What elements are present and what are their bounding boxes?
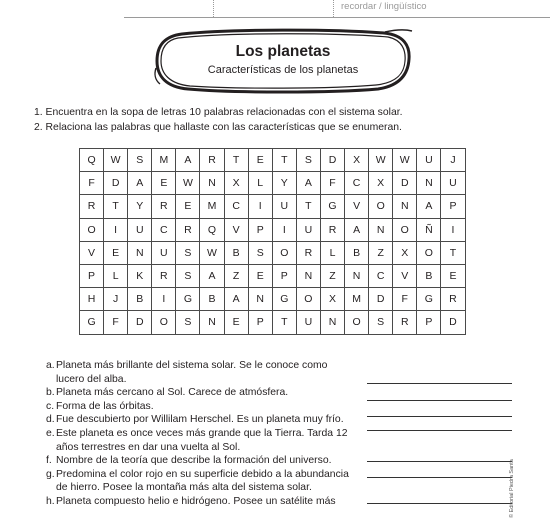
grid-cell[interactable]: J [104, 288, 128, 311]
grid-cell[interactable]: P [80, 264, 104, 287]
grid-cell[interactable]: V [393, 264, 417, 287]
grid-cell[interactable]: F [320, 172, 344, 195]
grid-cell[interactable]: N [345, 264, 369, 287]
grid-cell[interactable]: D [128, 311, 152, 334]
answer-line[interactable] [367, 400, 512, 401]
grid-cell[interactable]: T [272, 311, 296, 334]
grid-cell[interactable]: G [417, 288, 441, 311]
clue-item [46, 427, 376, 454]
grid-cell[interactable]: S [369, 311, 393, 334]
grid-row [80, 218, 466, 241]
grid-cell[interactable]: A [296, 172, 320, 195]
clue-letter: h. [46, 495, 55, 507]
clue-text: de hierro. Posee la montaña más alta del sistema solar. [56, 482, 312, 494]
grid-cell[interactable]: L [248, 172, 272, 195]
instruction-2: 2. Relaciona las palabras que hallaste con las características que se enumeran. [34, 122, 402, 133]
grid-cell[interactable]: N [369, 218, 393, 241]
grid-cell[interactable]: D [369, 288, 393, 311]
brush-frame [152, 28, 414, 94]
answer-line[interactable] [367, 383, 512, 384]
grid-cell[interactable]: A [128, 172, 152, 195]
clue-item [46, 359, 376, 386]
grid-cell[interactable]: V [80, 241, 104, 264]
grid-cell[interactable]: S [176, 241, 200, 264]
grid-cell[interactable]: B [345, 241, 369, 264]
grid-cell[interactable]: O [393, 218, 417, 241]
grid-cell[interactable]: G [80, 311, 104, 334]
grid-cell[interactable]: R [441, 288, 465, 311]
grid-cell[interactable]: C [369, 264, 393, 287]
grid-cell[interactable]: O [152, 311, 176, 334]
grid-cell[interactable]: R [296, 241, 320, 264]
grid-cell[interactable]: A [200, 264, 224, 287]
grid-cell[interactable]: X [369, 172, 393, 195]
grid-cell[interactable]: O [417, 241, 441, 264]
grid-cell[interactable]: U [296, 218, 320, 241]
grid-cell[interactable]: C [224, 195, 248, 218]
answer-line[interactable] [367, 461, 512, 462]
grid-cell[interactable]: C [345, 172, 369, 195]
grid-cell[interactable]: H [80, 288, 104, 311]
grid-cell[interactable]: I [152, 288, 176, 311]
grid-cell[interactable]: D [393, 172, 417, 195]
answer-line[interactable] [367, 430, 512, 431]
grid-cell[interactable]: R [320, 218, 344, 241]
grid-cell[interactable]: E [248, 264, 272, 287]
grid-row [80, 288, 466, 311]
grid-cell[interactable]: Q [80, 149, 104, 172]
grid-cell[interactable]: T [272, 149, 296, 172]
grid-row [80, 172, 466, 195]
grid-cell[interactable]: M [200, 195, 224, 218]
clue-letter: c. [46, 400, 55, 412]
grid-cell[interactable]: R [393, 311, 417, 334]
grid-cell[interactable]: S [176, 264, 200, 287]
grid-cell[interactable]: P [441, 195, 465, 218]
grid-cell[interactable]: T [296, 195, 320, 218]
grid-cell[interactable]: O [296, 288, 320, 311]
grid-cell[interactable]: W [393, 149, 417, 172]
clue-text: Forma de las órbitas. [56, 400, 154, 412]
header-rule [124, 17, 550, 18]
grid-cell[interactable]: F [80, 172, 104, 195]
grid-cell[interactable]: U [128, 218, 152, 241]
publisher-credit: © Editorial Piedra Santa [509, 459, 515, 518]
clue-text: Predomina el color rojo en su superficie debido a la abundancia [56, 468, 349, 480]
grid-cell[interactable]: S [128, 149, 152, 172]
grid-cell[interactable]: E [224, 311, 248, 334]
grid-cell[interactable]: I [441, 218, 465, 241]
grid-cell[interactable]: G [272, 288, 296, 311]
grid-cell[interactable]: X [224, 172, 248, 195]
grid-cell[interactable]: T [224, 149, 248, 172]
page-title: Los planetas [235, 43, 331, 60]
grid-cell[interactable]: O [369, 195, 393, 218]
answer-line[interactable] [367, 503, 512, 504]
clue-text: Planeta más brillante del sistema solar. Se le conoce como [56, 360, 328, 371]
grid-cell[interactable]: W [176, 172, 200, 195]
grid-cell[interactable]: P [248, 218, 272, 241]
grid-cell[interactable]: O [345, 311, 369, 334]
grid-cell[interactable]: N [128, 241, 152, 264]
grid-cell[interactable]: S [248, 241, 272, 264]
grid-cell[interactable]: I [248, 195, 272, 218]
title-banner [152, 28, 414, 94]
grid-cell[interactable]: W [200, 241, 224, 264]
grid-cell[interactable]: B [128, 288, 152, 311]
clue-text: Planeta compuesto helio e hidrógeno. Posee un satélite más [56, 495, 336, 507]
clue-item [46, 468, 376, 495]
grid-cell[interactable]: B [200, 288, 224, 311]
instruction-1: 1. Encuentra en la sopa de letras 10 palabras relacionadas con el sistema solar. [34, 107, 403, 118]
grid-cell[interactable]: F [104, 311, 128, 334]
grid-cell[interactable]: X [345, 149, 369, 172]
grid-cell[interactable]: Y [272, 172, 296, 195]
grid-cell[interactable]: N [200, 172, 224, 195]
clue-text: Nombre de la teoría que describe la formación del universo. [56, 455, 332, 467]
clue-letter: d. [46, 414, 55, 426]
clue-letter: f. [46, 455, 52, 467]
grid-cell[interactable]: A [224, 288, 248, 311]
grid-cell[interactable]: U [417, 149, 441, 172]
header-divider [213, 0, 214, 17]
grid-cell[interactable]: V [224, 218, 248, 241]
grid-cell[interactable]: E [104, 241, 128, 264]
clue-letter: e. [46, 427, 55, 439]
grid-cell[interactable]: T [104, 195, 128, 218]
clue-text: Este planeta es once veces más grande que la Tierra. Tarda 12 [56, 427, 348, 439]
grid-cell[interactable]: R [152, 195, 176, 218]
grid-row [80, 264, 466, 287]
grid-cell[interactable]: E [441, 264, 465, 287]
grid-row [80, 195, 466, 218]
grid-cell[interactable]: I [104, 218, 128, 241]
grid-cell[interactable]: Z [369, 241, 393, 264]
clue-text: Fue descubierto por Willilam Herschel. Es un planeta muy frío. [56, 414, 344, 426]
grid-cell[interactable]: A [176, 149, 200, 172]
grid-cell[interactable]: U [272, 195, 296, 218]
grid-cell[interactable]: Z [320, 264, 344, 287]
grid-cell[interactable]: N [200, 311, 224, 334]
clue-letter: b. [46, 387, 55, 399]
grid-cell[interactable]: Y [128, 195, 152, 218]
grid-cell[interactable]: D [441, 311, 465, 334]
grid-cell[interactable]: A [417, 195, 441, 218]
grid-cell[interactable]: Ñ [417, 218, 441, 241]
grid-cell[interactable]: P [417, 311, 441, 334]
grid-cell[interactable]: N [417, 172, 441, 195]
grid-cell[interactable]: Z [224, 264, 248, 287]
grid-cell[interactable]: S [296, 149, 320, 172]
clue-item [46, 495, 376, 509]
grid-cell[interactable]: M [152, 149, 176, 172]
grid-cell[interactable]: S [176, 311, 200, 334]
grid-cell[interactable]: I [272, 218, 296, 241]
header-bar [0, 0, 550, 20]
grid-cell[interactable]: K [128, 264, 152, 287]
grid-cell[interactable]: C [152, 218, 176, 241]
grid-cell[interactable]: D [104, 172, 128, 195]
grid-cell[interactable]: F [393, 288, 417, 311]
word-search-grid [79, 148, 466, 335]
grid-cell[interactable]: W [369, 149, 393, 172]
clue-text: Planeta más cercano al Sol. Carece de atmósfera. [56, 387, 289, 399]
grid-cell[interactable]: W [104, 149, 128, 172]
grid-cell[interactable]: J [441, 149, 465, 172]
grid-cell[interactable]: U [441, 172, 465, 195]
grid-cell[interactable]: U [152, 241, 176, 264]
grid-cell[interactable]: E [176, 195, 200, 218]
answer-line[interactable] [367, 416, 512, 417]
grid-cell[interactable]: L [104, 264, 128, 287]
grid-cell[interactable]: X [393, 241, 417, 264]
grid-row [80, 311, 466, 334]
clue-list [46, 359, 376, 509]
grid-row [80, 149, 466, 172]
category-tag: recordar / lingüístico [341, 1, 427, 12]
clue-item [46, 413, 376, 427]
grid-cell[interactable]: P [272, 264, 296, 287]
grid-cell[interactable]: M [345, 288, 369, 311]
grid-cell[interactable]: B [224, 241, 248, 264]
grid-cell[interactable]: T [441, 241, 465, 264]
grid-cell[interactable]: A [345, 218, 369, 241]
grid-cell[interactable]: G [176, 288, 200, 311]
grid-cell[interactable]: X [320, 288, 344, 311]
clue-letter: a. [46, 360, 55, 371]
grid-cell[interactable]: P [248, 311, 272, 334]
grid-cell[interactable]: E [248, 149, 272, 172]
grid-cell[interactable]: L [320, 241, 344, 264]
grid-cell[interactable]: E [152, 172, 176, 195]
page-subtitle: Características de los planetas [207, 64, 359, 76]
grid-cell[interactable]: N [320, 311, 344, 334]
clue-letter: g. [46, 468, 55, 480]
grid-cell[interactable]: R [200, 149, 224, 172]
header-divider [333, 0, 334, 17]
grid-cell[interactable]: R [80, 195, 104, 218]
grid-cell[interactable]: B [417, 264, 441, 287]
clue-item [46, 454, 376, 468]
grid-cell[interactable]: N [393, 195, 417, 218]
clue-item [46, 400, 376, 414]
grid-cell[interactable]: R [176, 218, 200, 241]
clue-text: lucero del alba. [56, 373, 127, 385]
answer-line[interactable] [367, 477, 512, 478]
clue-text: años terrestres en dar una vuelta al Sol. [56, 441, 241, 453]
grid-cell[interactable]: R [152, 264, 176, 287]
clue-item [46, 386, 376, 400]
grid-cell[interactable]: V [345, 195, 369, 218]
grid-row [80, 241, 466, 264]
grid-cell[interactable]: D [320, 149, 344, 172]
grid-cell[interactable]: N [296, 264, 320, 287]
grid-cell[interactable]: O [80, 218, 104, 241]
grid-cell[interactable]: G [320, 195, 344, 218]
grid-cell[interactable]: O [272, 241, 296, 264]
grid-cell[interactable]: Q [200, 218, 224, 241]
grid-cell[interactable]: N [248, 288, 272, 311]
grid-cell[interactable]: U [296, 311, 320, 334]
